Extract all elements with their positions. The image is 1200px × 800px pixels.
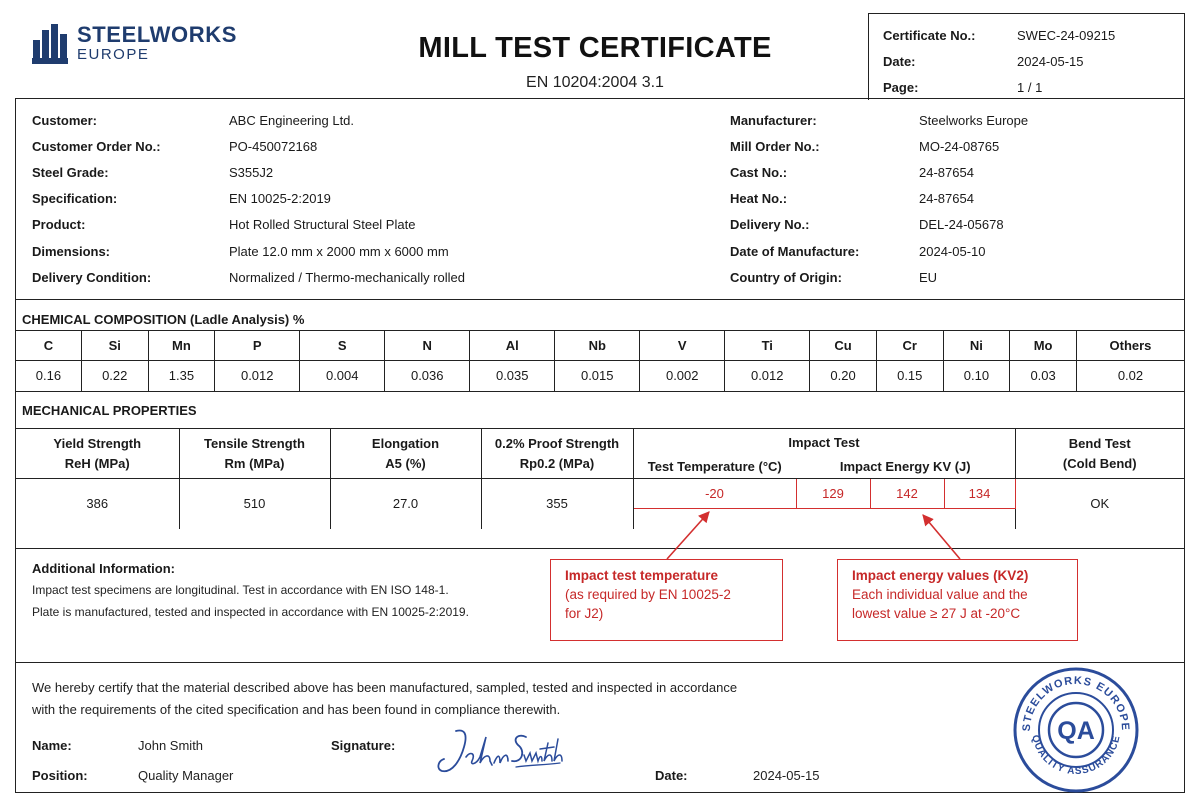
chemical-element-header: Cr bbox=[876, 331, 943, 361]
certificate-date-label: Date: bbox=[883, 53, 916, 69]
chemical-element-header: Ti bbox=[725, 331, 810, 361]
impact-energy-value-1: 129 bbox=[796, 479, 870, 509]
chemical-element-value: 0.15 bbox=[876, 361, 943, 391]
impact-empty-cell bbox=[633, 509, 1015, 529]
yield-header-line1: Yield Strength bbox=[53, 435, 142, 451]
certificate-number-label: Certificate No.: bbox=[883, 27, 976, 43]
additional-info-line-1: Impact test specimens are longitudinal. Test in accordance with EN ISO 148-1. bbox=[32, 583, 449, 597]
handwritten-signature bbox=[434, 723, 566, 779]
yield-header-line2: ReH (MPa) bbox=[64, 455, 130, 471]
bend-test-value: OK bbox=[1015, 479, 1184, 529]
info-label: Cast No.: bbox=[730, 164, 788, 180]
signature-label: Signature: bbox=[331, 738, 396, 753]
chemical-element-value: 0.16 bbox=[16, 361, 81, 391]
info-label: Mill Order No.: bbox=[730, 138, 820, 154]
info-value: Plate 12.0 mm x 2000 mm x 6000 mm bbox=[229, 243, 449, 259]
info-row-cast-no bbox=[730, 159, 1028, 185]
info-row-customer-order bbox=[32, 133, 465, 159]
chemical-element-header: S bbox=[300, 331, 385, 361]
info-value: Hot Rolled Structural Steel Plate bbox=[229, 217, 416, 233]
chemical-element-value: 0.015 bbox=[555, 361, 640, 391]
energy-callout-title: Impact energy values (KV2) bbox=[852, 568, 1029, 583]
info-label: Customer: bbox=[32, 112, 98, 128]
yield-strength-header bbox=[16, 429, 179, 479]
impact-energy-header: Impact Energy KV (J) bbox=[796, 457, 1015, 479]
info-value: DEL-24-05678 bbox=[919, 217, 1004, 233]
info-row-customer bbox=[32, 107, 465, 133]
certificate-page bbox=[15, 10, 1185, 793]
chemical-table bbox=[16, 330, 1184, 391]
impact-temperature-value: -20 bbox=[633, 479, 796, 509]
chemical-element-header: Nb bbox=[555, 331, 640, 361]
chemical-values-row bbox=[16, 361, 1184, 391]
chemical-element-value: 0.012 bbox=[725, 361, 810, 391]
temperature-callout-title: Impact test temperature bbox=[565, 568, 719, 583]
info-value: EN 10025-2:2019 bbox=[229, 191, 331, 207]
chemical-element-value: 1.35 bbox=[148, 361, 215, 391]
chemical-element-header: Ni bbox=[943, 331, 1010, 361]
energy-callout-line-1: Each individual value and the bbox=[852, 587, 1028, 602]
date-value: 2024-05-15 bbox=[753, 768, 820, 783]
proof-header-line1: 0.2% Proof Strength bbox=[494, 435, 620, 451]
mechanical-header-row bbox=[16, 429, 1184, 457]
energy-callout bbox=[837, 559, 1078, 641]
info-label: Manufacturer: bbox=[730, 112, 817, 128]
position-value: Quality Manager bbox=[138, 768, 234, 783]
tensile-strength-header bbox=[179, 429, 330, 479]
order-info-section bbox=[15, 98, 1185, 300]
info-value: Steelworks Europe bbox=[919, 112, 1029, 128]
info-row-product bbox=[32, 212, 465, 238]
info-value: EU bbox=[919, 269, 938, 285]
elongation-header bbox=[330, 429, 481, 479]
chemical-element-value: 0.012 bbox=[215, 361, 300, 391]
elongation-header-line1: Elongation bbox=[371, 435, 440, 451]
proof-header-line2: Rp0.2 (MPa) bbox=[519, 455, 595, 471]
statement-line-1: We hereby certify that the material described above has been manufactured, sampled, tested and inspected in accordance bbox=[32, 680, 738, 695]
document-standard: EN 10204:2004 3.1 bbox=[526, 74, 664, 91]
document-title: MILL TEST CERTIFICATE bbox=[418, 32, 772, 64]
elongation-header-line2: A5 (%) bbox=[385, 455, 426, 471]
info-value: PO-450072168 bbox=[229, 138, 318, 154]
certificate-date-row bbox=[883, 48, 1184, 74]
logo-main-text: STEELWORKS bbox=[77, 22, 238, 47]
chemical-element-header: Others bbox=[1076, 331, 1184, 361]
certificate-date-value: 2024-05-15 bbox=[1017, 53, 1084, 69]
chemical-composition-section bbox=[15, 299, 1185, 392]
impact-temperature-header: Test Temperature (°C) bbox=[633, 457, 796, 479]
chemical-element-value: 0.20 bbox=[810, 361, 877, 391]
certificate-page-label: Page: bbox=[883, 79, 919, 95]
chemical-element-header: Mo bbox=[1010, 331, 1077, 361]
info-label: Heat No.: bbox=[730, 191, 788, 207]
mechanical-properties-section bbox=[15, 391, 1185, 549]
info-row-dimensions bbox=[32, 238, 465, 264]
info-label: Date of Manufacture: bbox=[730, 243, 860, 259]
impact-energy-value-2: 142 bbox=[870, 479, 944, 509]
chemical-element-value: 0.002 bbox=[640, 361, 725, 391]
certificate-number-row bbox=[883, 22, 1184, 48]
chemical-element-header: Si bbox=[81, 331, 148, 361]
info-label: Product: bbox=[32, 217, 86, 233]
proof-strength-header bbox=[481, 429, 633, 479]
date-label: Date: bbox=[655, 768, 688, 783]
info-value: Normalized / Thermo-mechanically rolled bbox=[229, 269, 466, 285]
info-row-heat-no bbox=[730, 186, 1028, 212]
additional-info-line-2: Plate is manufactured, tested and inspected in accordance with EN 10025-2:2019. bbox=[32, 605, 469, 619]
mechanical-table bbox=[16, 428, 1184, 529]
info-label: Steel Grade: bbox=[32, 164, 109, 180]
info-value: 24-87654 bbox=[919, 191, 974, 207]
info-label: Specification: bbox=[32, 191, 118, 207]
order-info-right bbox=[730, 107, 1028, 290]
chemical-element-value: 0.10 bbox=[943, 361, 1010, 391]
chemical-element-header: V bbox=[640, 331, 725, 361]
bend-header-line1: Bend Test bbox=[1068, 435, 1131, 451]
chemical-element-header: Al bbox=[470, 331, 555, 361]
chemical-element-value: 0.02 bbox=[1076, 361, 1184, 391]
info-row-mill-order bbox=[730, 133, 1028, 159]
info-value: 2024-05-10 bbox=[919, 243, 986, 259]
info-label: Delivery Condition: bbox=[32, 269, 152, 285]
impact-test-header: Impact Test bbox=[633, 429, 1015, 457]
temperature-callout bbox=[550, 559, 783, 641]
info-label: Customer Order No.: bbox=[32, 138, 161, 154]
info-label: Country of Origin: bbox=[730, 269, 842, 285]
info-value: 24-87654 bbox=[919, 164, 974, 180]
proof-strength-value: 355 bbox=[481, 479, 633, 529]
position-label: Position: bbox=[32, 768, 88, 783]
info-value: ABC Engineering Ltd. bbox=[229, 112, 355, 128]
info-row-delivery-no bbox=[730, 212, 1028, 238]
chemical-element-value: 0.22 bbox=[81, 361, 148, 391]
name-value: John Smith bbox=[138, 738, 204, 753]
mechanical-values-row bbox=[16, 479, 1184, 509]
info-row-delivery-condition bbox=[32, 264, 465, 290]
info-row-specification bbox=[32, 186, 465, 212]
info-row-manufacturer bbox=[730, 107, 1028, 133]
logo-sub-text: EUROPE bbox=[77, 46, 150, 63]
info-value: MO-24-08765 bbox=[919, 138, 1000, 154]
info-label: Delivery No.: bbox=[730, 217, 810, 233]
temperature-callout-line-2: for J2) bbox=[565, 606, 604, 621]
chemical-element-value: 0.036 bbox=[385, 361, 470, 391]
chemical-element-value: 0.035 bbox=[470, 361, 555, 391]
steelworks-logo-icon bbox=[32, 24, 68, 64]
certificate-number-value: SWEC-24-09215 bbox=[1017, 27, 1116, 43]
elongation-value: 27.0 bbox=[330, 479, 481, 529]
bend-header-line2: (Cold Bend) bbox=[1062, 455, 1137, 471]
chemical-header-row bbox=[16, 331, 1184, 361]
bend-test-header bbox=[1015, 429, 1184, 479]
statement-line-2: with the requirements of the cited specification and has been found in compliance therewith. bbox=[32, 702, 561, 717]
quality-assurance-stamp bbox=[1012, 666, 1140, 794]
chemical-element-header: P bbox=[215, 331, 300, 361]
chemical-element-header: C bbox=[16, 331, 81, 361]
info-value: S355J2 bbox=[229, 164, 274, 180]
chemical-element-value: 0.004 bbox=[300, 361, 385, 391]
order-info-left bbox=[32, 107, 465, 290]
chemical-element-value: 0.03 bbox=[1010, 361, 1077, 391]
company-logo bbox=[32, 24, 237, 64]
stamp-ring-text: STEELWORKS EUROPE bbox=[1020, 674, 1132, 732]
name-label: Name: bbox=[32, 738, 72, 753]
additional-info-title: Additional Information: bbox=[32, 561, 175, 576]
certificate-page-row bbox=[883, 74, 1184, 100]
yield-strength-value: 386 bbox=[16, 479, 179, 529]
impact-energy-value-3: 134 bbox=[944, 479, 1015, 509]
energy-callout-line-2: lowest value ≥ 27 J at -20°C bbox=[852, 606, 1021, 621]
certificate-meta-box bbox=[868, 13, 1185, 100]
certification-section bbox=[15, 662, 1185, 793]
info-row-date-manufacture bbox=[730, 238, 1028, 264]
certification-statement bbox=[32, 677, 852, 721]
info-row-country-origin bbox=[730, 264, 1028, 290]
stamp-bottom-text: QUALITY ASSURANCE bbox=[1029, 733, 1123, 778]
chemical-element-header: Mn bbox=[148, 331, 215, 361]
certificate-page-value: 1 / 1 bbox=[1017, 79, 1043, 95]
mechanical-section-title: MECHANICAL PROPERTIES bbox=[22, 403, 197, 418]
tensile-header-line2: Rm (MPa) bbox=[224, 455, 285, 471]
info-label: Dimensions: bbox=[32, 243, 111, 259]
chemical-element-header: Cu bbox=[810, 331, 877, 361]
tensile-header-line1: Tensile Strength bbox=[204, 435, 305, 451]
chemical-section-title: CHEMICAL COMPOSITION (Ladle Analysis) % bbox=[22, 312, 305, 327]
chemical-element-header: N bbox=[385, 331, 470, 361]
stamp-center-text: QA bbox=[1057, 717, 1095, 745]
temperature-callout-line-1: (as required by EN 10025-2 bbox=[565, 587, 731, 602]
tensile-strength-value: 510 bbox=[179, 479, 330, 529]
info-row-steel-grade bbox=[32, 159, 465, 185]
